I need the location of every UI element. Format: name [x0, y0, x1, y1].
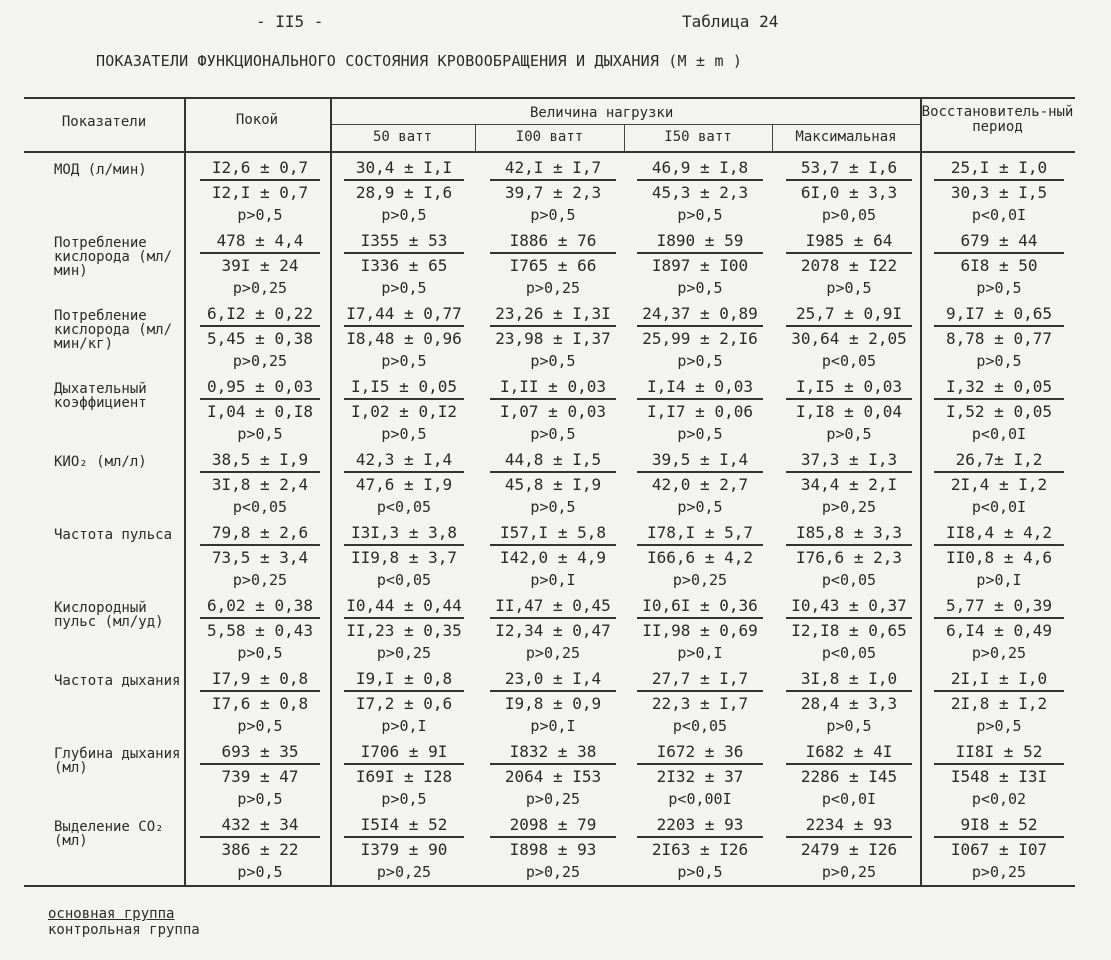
- control-group-value: 2064 ± I53: [504, 767, 602, 786]
- value-cell: [637, 230, 763, 298]
- control-group-value: 30,3 ± I,5: [950, 183, 1048, 202]
- main-group-value: 37,3 ± I,3: [786, 449, 912, 473]
- main-group-value: II8,4 ± 4,2: [934, 522, 1064, 546]
- p-value: p>0,25: [821, 498, 877, 516]
- main-group-value: I832 ± 38: [490, 741, 616, 765]
- control-group-value: I548 ± I3I: [950, 767, 1048, 786]
- main-group-value: 25,I ± I,0: [934, 157, 1064, 181]
- value-cell: [490, 303, 616, 371]
- control-group-value: I69I ± I28: [355, 767, 453, 786]
- p-value: p>0,I: [530, 717, 576, 735]
- control-group-value: 739 ± 47: [221, 767, 299, 786]
- value-cell: [786, 157, 912, 225]
- footnote-control-group: контрольная группа: [48, 922, 200, 938]
- p-value: p>0,5: [677, 352, 723, 370]
- value-cell: [200, 814, 320, 882]
- value-cell: [490, 230, 616, 298]
- value-cell: [786, 668, 912, 736]
- main-group-value: I3I,3 ± 3,8: [344, 522, 464, 546]
- value-cell: [344, 814, 464, 882]
- main-group-value: I886 ± 76: [490, 230, 616, 254]
- main-group-value: 39,5 ± I,4: [637, 449, 763, 473]
- p-value: p>0,25: [232, 279, 288, 297]
- p-value: p<0,0I: [971, 498, 1027, 516]
- control-group-value: I7,6 ± 0,8: [211, 694, 309, 713]
- control-group-value: 22,3 ± I,7: [651, 694, 749, 713]
- p-value: p>0,25: [971, 863, 1027, 881]
- header-recovery: Восстановитель-ный период: [921, 104, 1074, 135]
- p-value: p>0,25: [232, 571, 288, 589]
- control-group-value: I897 ± I00: [651, 256, 749, 275]
- control-group-value: I,04 ± 0,I8: [207, 402, 313, 421]
- main-group-value: 9,I7 ± 0,65: [934, 303, 1064, 327]
- value-cell: [344, 741, 464, 809]
- value-cell: [786, 376, 912, 444]
- table-top-rule: [24, 97, 1075, 99]
- p-value: p<0,0I: [821, 790, 877, 808]
- main-group-value: I7,44 ± 0,77: [344, 303, 464, 327]
- value-cell: [200, 522, 320, 590]
- table-title: ПОКАЗАТЕЛИ ФУНКЦИОНАЛЬНОГО СОСТОЯНИЯ КРОВООБРАЩЕНИЯ И ДЫХАНИЯ (M ± m ): [96, 52, 743, 70]
- main-group-value: I706 ± 9I: [344, 741, 464, 765]
- p-value: p>0,5: [237, 790, 283, 808]
- value-cell: [934, 668, 1064, 736]
- value-cell: [490, 741, 616, 809]
- p-value: p>0,5: [381, 206, 427, 224]
- p-value: p>0,5: [826, 425, 872, 443]
- p-value: p<0,02: [971, 790, 1027, 808]
- main-group-value: II,47 ± 0,45: [490, 595, 616, 619]
- footnote-main-group: основная группа: [48, 906, 175, 922]
- value-cell: [200, 668, 320, 736]
- main-group-value: 2098 ± 79: [490, 814, 616, 838]
- main-group-value: 24,37 ± 0,89: [637, 303, 763, 327]
- value-cell: [200, 230, 320, 298]
- control-group-value: 73,5 ± 3,4: [211, 548, 309, 567]
- header-load-max: Максимальная: [795, 129, 897, 145]
- value-cell: [490, 449, 616, 517]
- control-group-value: I067 ± I07: [950, 840, 1048, 859]
- header-bottom-rule: [24, 151, 1075, 153]
- value-cell: [637, 157, 763, 225]
- p-value: p>0,25: [232, 352, 288, 370]
- main-group-value: 23,0 ± I,4: [490, 668, 616, 692]
- value-cell: [934, 741, 1064, 809]
- main-group-value: 2234 ± 93: [786, 814, 912, 838]
- main-group-value: 27,7 ± I,7: [637, 668, 763, 692]
- main-group-value: I890 ± 59: [637, 230, 763, 254]
- value-cell: [786, 303, 912, 371]
- p-value: p<0,05: [821, 571, 877, 589]
- control-group-value: I,52 ± 0,05: [946, 402, 1052, 421]
- value-cell: [200, 303, 320, 371]
- p-value: p>0,I: [976, 571, 1022, 589]
- main-group-value: I,I4 ± 0,03: [637, 376, 763, 400]
- p-value: p>0,5: [381, 790, 427, 808]
- main-group-value: I682 ± 4I: [786, 741, 912, 765]
- p-value: p>0,5: [677, 279, 723, 297]
- value-cell: [934, 595, 1064, 663]
- main-group-value: 9I8 ± 52: [934, 814, 1064, 838]
- header-load-group: Величина нагрузки: [530, 105, 674, 121]
- value-cell: [934, 230, 1064, 298]
- control-group-value: 2I32 ± 37: [656, 767, 744, 786]
- p-value: p>0,5: [381, 425, 427, 443]
- p-value: p>0,5: [976, 279, 1022, 297]
- main-group-value: I2,6 ± 0,7: [200, 157, 320, 181]
- p-value: p<0,05: [821, 644, 877, 662]
- value-cell: [200, 595, 320, 663]
- control-group-value: 28,9 ± I,6: [355, 183, 453, 202]
- main-group-value: I78,I ± 5,7: [637, 522, 763, 546]
- control-group-value: 28,4 ± 3,3: [800, 694, 898, 713]
- value-cell: [344, 157, 464, 225]
- value-cell: [490, 522, 616, 590]
- control-group-value: 386 ± 22: [221, 840, 299, 859]
- row-label: Кислородный пульс (мл/уд): [54, 600, 164, 630]
- value-cell: [200, 449, 320, 517]
- control-group-value: I,07 ± 0,03: [500, 402, 606, 421]
- control-group-value: I42,0 ± 4,9: [500, 548, 606, 567]
- control-group-value: I,I7 ± 0,06: [647, 402, 753, 421]
- p-value: p>0,5: [677, 206, 723, 224]
- table-label: Таблица 24: [682, 12, 779, 31]
- p-value: p>0,5: [826, 279, 872, 297]
- main-group-value: I85,8 ± 3,3: [786, 522, 912, 546]
- value-cell: [934, 303, 1064, 371]
- p-value: p<0,0I: [971, 425, 1027, 443]
- header-load-50: 50 ватт: [372, 129, 432, 145]
- data-table: [24, 97, 1075, 887]
- row-label: КИО₂ (мл/л): [54, 454, 147, 470]
- main-group-value: 2203 ± 93: [637, 814, 763, 838]
- p-value: p>0,I: [677, 644, 723, 662]
- main-group-value: I,32 ± 0,05: [934, 376, 1064, 400]
- control-group-value: I765 ± 66: [509, 256, 597, 275]
- control-group-value: I898 ± 93: [509, 840, 597, 859]
- value-cell: [786, 814, 912, 882]
- p-value: p>0,5: [237, 206, 283, 224]
- p-value: p>0,5: [237, 863, 283, 881]
- value-cell: [344, 230, 464, 298]
- p-value: p>0,5: [677, 425, 723, 443]
- main-group-value: 2I,I ± I,0: [934, 668, 1064, 692]
- value-cell: [637, 595, 763, 663]
- value-cell: [637, 449, 763, 517]
- value-cell: [637, 814, 763, 882]
- main-group-value: 23,26 ± I,3I: [490, 303, 616, 327]
- value-cell: [344, 376, 464, 444]
- value-cell: [490, 814, 616, 882]
- value-cell: [637, 668, 763, 736]
- control-group-value: II9,8 ± 3,7: [351, 548, 457, 567]
- value-cell: [637, 522, 763, 590]
- value-cell: [490, 668, 616, 736]
- main-group-value: 679 ± 44: [934, 230, 1064, 254]
- p-value: p>0,5: [976, 717, 1022, 735]
- p-value: p<0,0I: [971, 206, 1027, 224]
- control-group-value: I2,I ± 0,7: [211, 183, 309, 202]
- control-group-value: I2,34 ± 0,47: [495, 621, 611, 640]
- p-value: p<0,00I: [668, 790, 732, 808]
- p-value: p>0,5: [381, 352, 427, 370]
- p-value: p>0,25: [672, 571, 728, 589]
- control-group-value: 6I8 ± 50: [960, 256, 1038, 275]
- p-value: p<0,05: [821, 352, 877, 370]
- main-group-value: 79,8 ± 2,6: [200, 522, 320, 546]
- control-group-value: I336 ± 65: [360, 256, 448, 275]
- control-group-value: I7,2 ± 0,6: [355, 694, 453, 713]
- control-group-value: I9,8 ± 0,9: [504, 694, 602, 713]
- value-cell: [934, 522, 1064, 590]
- value-cell: [934, 157, 1064, 225]
- main-group-value: 0,95 ± 0,03: [200, 376, 320, 400]
- p-value: p>0,5: [677, 498, 723, 516]
- main-group-value: I57,I ± 5,8: [490, 522, 616, 546]
- value-cell: [490, 376, 616, 444]
- control-group-value: 39I ± 24: [221, 256, 299, 275]
- control-group-value: 5,45 ± 0,38: [207, 329, 313, 348]
- control-group-value: 2479 ± I26: [800, 840, 898, 859]
- p-value: p>0,25: [525, 279, 581, 297]
- p-value: p>0,5: [237, 425, 283, 443]
- p-value: p>0,5: [530, 206, 576, 224]
- row-label: Частота пульса: [54, 527, 173, 543]
- row-label: Частота дыхания: [54, 673, 181, 689]
- value-cell: [786, 522, 912, 590]
- main-group-value: 5,77 ± 0,39: [934, 595, 1064, 619]
- p-value: p>0,25: [971, 644, 1027, 662]
- row-label: Потребление кислорода (мл/мин/кг): [54, 308, 173, 352]
- header-load-100: I00 ватт: [515, 129, 584, 145]
- main-group-value: 6,I2 ± 0,22: [200, 303, 320, 327]
- p-value: p>0,5: [530, 425, 576, 443]
- row-label: Выделение CO₂ (мл): [54, 819, 164, 849]
- value-cell: [344, 449, 464, 517]
- p-value: p>0,05: [821, 206, 877, 224]
- control-group-value: 8,78 ± 0,77: [946, 329, 1052, 348]
- main-group-value: 3I,8 ± I,0: [786, 668, 912, 692]
- main-group-value: I,II ± 0,03: [490, 376, 616, 400]
- col-divider: [920, 97, 922, 887]
- control-group-value: 25,99 ± 2,I6: [642, 329, 758, 348]
- control-group-value: I379 ± 90: [360, 840, 448, 859]
- value-cell: [344, 668, 464, 736]
- main-group-value: 478 ± 4,4: [200, 230, 320, 254]
- control-group-value: I76,6 ± 2,3: [796, 548, 902, 567]
- value-cell: [934, 814, 1064, 882]
- value-cell: [200, 741, 320, 809]
- control-group-value: 2I63 ± I26: [651, 840, 749, 859]
- control-group-value: 2286 ± I45: [800, 767, 898, 786]
- p-value: p<0,05: [376, 498, 432, 516]
- control-group-value: I8,48 ± 0,96: [346, 329, 462, 348]
- main-group-value: II8I ± 52: [934, 741, 1064, 765]
- p-value: p>0,5: [381, 279, 427, 297]
- control-group-value: 3I,8 ± 2,4: [211, 475, 309, 494]
- control-group-value: 2I,4 ± I,2: [950, 475, 1048, 494]
- value-cell: [934, 376, 1064, 444]
- main-group-value: 6,02 ± 0,38: [200, 595, 320, 619]
- control-group-value: I2,I8 ± 0,65: [791, 621, 907, 640]
- control-group-value: 6I,0 ± 3,3: [800, 183, 898, 202]
- control-group-value: 42,0 ± 2,7: [651, 475, 749, 494]
- p-value: p>0,I: [381, 717, 427, 735]
- value-cell: [637, 303, 763, 371]
- p-value: p>0,25: [376, 863, 432, 881]
- main-group-value: I9,I ± 0,8: [344, 668, 464, 692]
- value-cell: [637, 741, 763, 809]
- control-group-value: 6,I4 ± 0,49: [946, 621, 1052, 640]
- table-bottom-rule: [24, 885, 1075, 887]
- control-group-value: 2078 ± I22: [800, 256, 898, 275]
- header-load-150: I50 ватт: [664, 129, 732, 145]
- main-group-value: I0,43 ± 0,37: [786, 595, 912, 619]
- value-cell: [344, 595, 464, 663]
- control-group-value: II,23 ± 0,35: [346, 621, 462, 640]
- main-group-value: I,I5 ± 0,05: [344, 376, 464, 400]
- p-value: p>0,25: [525, 790, 581, 808]
- value-cell: [490, 595, 616, 663]
- control-group-value: 5,58 ± 0,43: [207, 621, 313, 640]
- main-group-value: 26,7± I,2: [934, 449, 1064, 473]
- main-group-value: 38,5 ± I,9: [200, 449, 320, 473]
- p-value: p<0,05: [376, 571, 432, 589]
- value-cell: [786, 230, 912, 298]
- load-group-rule: [330, 124, 920, 125]
- row-label: Потребление кислорода (мл/мин): [54, 235, 173, 279]
- p-value: p>0,5: [530, 352, 576, 370]
- control-group-value: 23,98 ± I,37: [495, 329, 611, 348]
- col-divider: [330, 97, 332, 887]
- main-group-value: I672 ± 36: [637, 741, 763, 765]
- p-value: p>0,5: [530, 498, 576, 516]
- main-group-value: 30,4 ± I,I: [344, 157, 464, 181]
- p-value: p>0,5: [976, 352, 1022, 370]
- control-group-value: 45,3 ± 2,3: [651, 183, 749, 202]
- control-group-value: 2I,8 ± I,2: [950, 694, 1048, 713]
- control-group-value: 34,4 ± 2,I: [800, 475, 898, 494]
- p-value: p>0,I: [530, 571, 576, 589]
- p-value: p>0,5: [237, 717, 283, 735]
- main-group-value: 44,8 ± I,5: [490, 449, 616, 473]
- main-group-value: 46,9 ± I,8: [637, 157, 763, 181]
- p-value: p>0,5: [237, 644, 283, 662]
- value-cell: [200, 376, 320, 444]
- p-value: p>0,5: [677, 863, 723, 881]
- control-group-value: II,98 ± 0,69: [642, 621, 758, 640]
- row-label: МОД (л/мин): [54, 162, 147, 178]
- control-group-value: 47,6 ± I,9: [355, 475, 453, 494]
- main-group-value: 53,7 ± I,6: [786, 157, 912, 181]
- main-group-value: 432 ± 34: [200, 814, 320, 838]
- p-value: p>0,25: [525, 644, 581, 662]
- value-cell: [490, 157, 616, 225]
- value-cell: [786, 595, 912, 663]
- value-cell: [934, 449, 1064, 517]
- row-label: Дыхательный коэффициент: [54, 381, 147, 411]
- value-cell: [786, 741, 912, 809]
- p-value: p<0,05: [232, 498, 288, 516]
- value-cell: [344, 303, 464, 371]
- p-value: p>0,25: [376, 644, 432, 662]
- main-group-value: 25,7 ± 0,9I: [786, 303, 912, 327]
- control-group-value: 45,8 ± I,9: [504, 475, 602, 494]
- main-group-value: I0,44 ± 0,44: [344, 595, 464, 619]
- control-group-value: II0,8 ± 4,6: [946, 548, 1052, 567]
- header-rest: Покой: [235, 112, 279, 128]
- main-group-value: I985 ± 64: [786, 230, 912, 254]
- p-value: p>0,25: [821, 863, 877, 881]
- main-group-value: 42,3 ± I,4: [344, 449, 464, 473]
- value-cell: [786, 449, 912, 517]
- control-group-value: I66,6 ± 4,2: [647, 548, 753, 567]
- page-number: - II5 -: [256, 12, 324, 31]
- header-indicator: Показатели: [61, 114, 147, 130]
- control-group-value: 30,64 ± 2,05: [791, 329, 907, 348]
- main-group-value: 42,I ± I,7: [490, 157, 616, 181]
- control-group-value: 39,7 ± 2,3: [504, 183, 602, 202]
- value-cell: [344, 522, 464, 590]
- main-group-value: 693 ± 35: [200, 741, 320, 765]
- value-cell: [637, 376, 763, 444]
- row-label: Глубина дыхания (мл): [54, 746, 181, 776]
- control-group-value: I,02 ± 0,I2: [351, 402, 457, 421]
- main-group-value: I,I5 ± 0,03: [786, 376, 912, 400]
- main-group-value: I7,9 ± 0,8: [200, 668, 320, 692]
- col-divider: [184, 97, 186, 887]
- main-group-value: I5I4 ± 52: [344, 814, 464, 838]
- main-group-value: I355 ± 53: [344, 230, 464, 254]
- p-value: p<0,05: [672, 717, 728, 735]
- value-cell: [200, 157, 320, 225]
- control-group-value: I,I8 ± 0,04: [796, 402, 902, 421]
- main-group-value: I0,6I ± 0,36: [637, 595, 763, 619]
- p-value: p>0,5: [826, 717, 872, 735]
- p-value: p>0,25: [525, 863, 581, 881]
